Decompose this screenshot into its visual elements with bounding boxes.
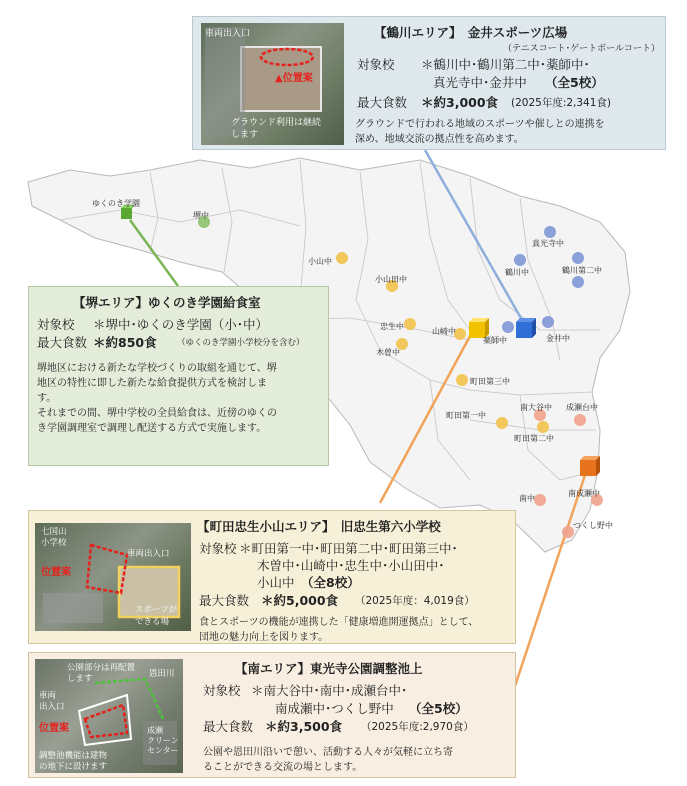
- map-label-tadao: 忠生中: [380, 322, 404, 331]
- sakai-target-schools: ＊堺中･ゆくのき学園（小･中）: [93, 317, 269, 332]
- minami-photo-center-1: 成瀬: [147, 726, 163, 735]
- map-label-tsukushino: つくし野中: [573, 521, 613, 530]
- tsurukawa-photo-caption-1: グラウンド利用は継続: [231, 118, 322, 128]
- school-marker-tsurukawa2: [572, 252, 584, 264]
- map-label-yukunoki: ゆくのき学園: [92, 199, 140, 208]
- school-marker-tadao: [404, 318, 416, 330]
- tsurukawa-meals-note: (2025年度:2,341食): [511, 97, 612, 109]
- map-label-tsurukawa: 鶴川中: [505, 268, 529, 277]
- machida-photo-gate: 車両出入口: [127, 549, 170, 559]
- tsurukawa-meals-value: ＊約3,000食: [421, 95, 499, 110]
- tsurukawa-panel: [192, 16, 666, 150]
- machida-photo-sports-1: スポーツが: [135, 605, 178, 615]
- machida-desc-1: 食とスポーツの機能が連携した「健康増進開運拠点」として、: [199, 617, 479, 628]
- minami-photo-caption-2: の地下に設けます: [39, 762, 108, 772]
- facility-cube-minami: [580, 456, 600, 476]
- minami-meals-value: ＊約3,500食: [265, 719, 343, 734]
- tsurukawa-photo-caption-2: します: [231, 130, 259, 140]
- tsurukawa-target-schools-2: 真光寺中･金井中: [433, 75, 527, 90]
- sakai-target-label: 対象校: [37, 317, 75, 332]
- facility-cube-tsurukawa: [516, 318, 536, 338]
- map-label-yakushi: 薬師中: [483, 336, 507, 345]
- sakai-meals-value: ＊約850食: [93, 335, 157, 350]
- tsurukawa-meals-label: 最大食数: [357, 95, 408, 110]
- minami-photo-river: 恩田川: [149, 669, 175, 679]
- map-label-machida1: 町田第一中: [446, 411, 486, 420]
- sakai-title: 【堺エリア】ゆくのき学園給食室: [73, 295, 261, 310]
- sakai-panel: [28, 286, 329, 466]
- sakai-desc-2: 地区の特性に即した新たな給食提供方式を検討しま: [37, 378, 267, 389]
- school-marker-tsurukawa-b: [572, 276, 584, 288]
- minami-title: 【南エリア】東光寺公園調整池上: [235, 661, 423, 676]
- machida-photo-location: 位置案: [41, 567, 71, 578]
- minami-photo-center-2: クリーン: [147, 736, 179, 745]
- school-marker-oyama: [336, 252, 348, 264]
- minami-school-count: （全5校）: [409, 701, 468, 716]
- minami-meals-note: （2025年度:2,970食）: [361, 721, 474, 733]
- machida-panel: [28, 510, 516, 644]
- school-marker-machida3: [456, 374, 468, 386]
- machida-meals-note: （2025年度：4,019食）: [355, 595, 475, 607]
- minami-desc-2: ることができる交流の場とします。: [203, 762, 363, 773]
- sakai-desc-4: それまでの間、堺中学校の全員給食は、近傍のゆくの: [37, 408, 277, 419]
- minami-photo-caption-1: 調整池機能は建物: [39, 751, 108, 761]
- minami-target-schools-1: ＊南大谷中･南中･成瀬台中･: [251, 683, 408, 698]
- sakai-meals-label: 最大食数: [37, 335, 88, 350]
- tsurukawa-target-label: 対象校: [357, 57, 395, 72]
- minami-photo-center-3: センター: [147, 746, 179, 755]
- tsurukawa-photo-gate: 車両出入口: [205, 29, 251, 39]
- map-label-minamiootani: 南大谷中: [520, 403, 552, 412]
- sakai-desc-5: き学園調理室で調理し配送する方式で実施します。: [37, 423, 267, 434]
- machida-target-schools-1: ＊町田第一中･町田第二中･町田第三中･: [239, 541, 458, 556]
- map-label-minami: 南中: [519, 494, 535, 503]
- minami-target-schools-2: 南成瀬中･つくし野中: [275, 701, 394, 716]
- school-marker-machida1: [496, 417, 508, 429]
- map-label-yamazaki: 山崎中: [432, 327, 456, 336]
- minami-photo-gate-2: 出入口: [39, 702, 65, 712]
- sakai-desc-1: 堺地区における新たな学校づくりの取組を通じて、堺: [37, 363, 277, 374]
- school-marker-kanai: [542, 316, 554, 328]
- tsurukawa-title: 【鶴川エリア】 金井スポーツ広場: [374, 25, 568, 40]
- tsurukawa-school-count: （全5校）: [545, 75, 604, 90]
- machida-desc-2: 団地の魅力向上を図ります。: [199, 632, 329, 643]
- map-label-oyamada: 小山田中: [375, 275, 407, 284]
- machida-target-schools-3: 小山中: [257, 575, 295, 590]
- tsurukawa-target-schools-1: ＊鶴川中･鶴川第二中･薬師中･: [421, 57, 590, 72]
- minami-meals-label: 最大食数: [203, 719, 254, 734]
- minami-aerial-photo: [35, 659, 183, 773]
- minami-target-label: 対象校: [203, 683, 241, 698]
- school-marker-minami: [534, 494, 546, 506]
- tsurukawa-photo-location: ▲位置案: [275, 73, 313, 84]
- sakai-meals-note: （ゆくのき学園小学校分を含む）: [177, 338, 305, 348]
- map-label-minaminaruse: 南成瀬中: [568, 489, 600, 498]
- minami-desc-1: 公園や恩田川沿いで憩い、活動する人々が気軽に立ち寄: [203, 747, 453, 758]
- sakai-desc-3: す。: [37, 393, 57, 404]
- map-label-shinkoji: 真光寺中: [532, 239, 564, 248]
- map-label-sakai: 堺中: [193, 211, 209, 220]
- minami-photo-park-1: 公園部分は再配置: [67, 663, 136, 673]
- machida-aerial-photo: [35, 523, 191, 631]
- map-label-tsurukawa2: 鶴川第二中: [562, 266, 602, 275]
- minami-photo-gate-1: 車両: [39, 691, 57, 701]
- school-marker-narusedai: [574, 414, 586, 426]
- machida-target-schools-2: 木曽中･山崎中･忠生中･小山田中･: [257, 558, 445, 573]
- school-marker-machida2: [537, 421, 549, 433]
- machida-photo-sports-2: できる場: [135, 617, 170, 627]
- minami-photo-location: 位置案: [39, 723, 69, 734]
- map-label-kanai: 金井中: [546, 334, 570, 343]
- school-marker-tsurukawa: [514, 254, 526, 266]
- minami-panel: [28, 652, 516, 778]
- machida-school-count: （全8校）: [301, 575, 360, 590]
- tsurukawa-aerial-photo: [201, 23, 344, 145]
- tsurukawa-desc-2: 深め、地域交流の拠点性を高めます。: [355, 134, 524, 145]
- machida-target-label: 対象校: [199, 541, 237, 556]
- school-marker-yakushi: [502, 321, 514, 333]
- map-label-oyama: 小山中: [308, 257, 332, 266]
- machida-meals-value: ＊約5,000食: [261, 593, 339, 608]
- school-marker-shinkoji: [544, 226, 556, 238]
- map-label-narusedai: 成瀬台中: [566, 403, 598, 412]
- map-label-machida2: 町田第二中: [514, 434, 554, 443]
- tsurukawa-subtitle: （テニスコート･ゲートボールコート）: [503, 44, 660, 54]
- map-label-kiso: 木曽中: [376, 348, 400, 357]
- machida-title: 【町田忠生小山エリア】 旧忠生第六小学校: [197, 519, 441, 534]
- machida-photo-school-2: 小学校: [41, 538, 67, 548]
- machida-photo-school-1: 七国山: [41, 527, 67, 537]
- map-label-machida3: 町田第三中: [470, 377, 510, 386]
- machida-meals-label: 最大食数: [199, 593, 250, 608]
- minami-photo-park-2: します: [67, 674, 93, 684]
- tsurukawa-desc-1: グラウンドで行われる地域のスポーツや催しとの連携を: [355, 119, 605, 130]
